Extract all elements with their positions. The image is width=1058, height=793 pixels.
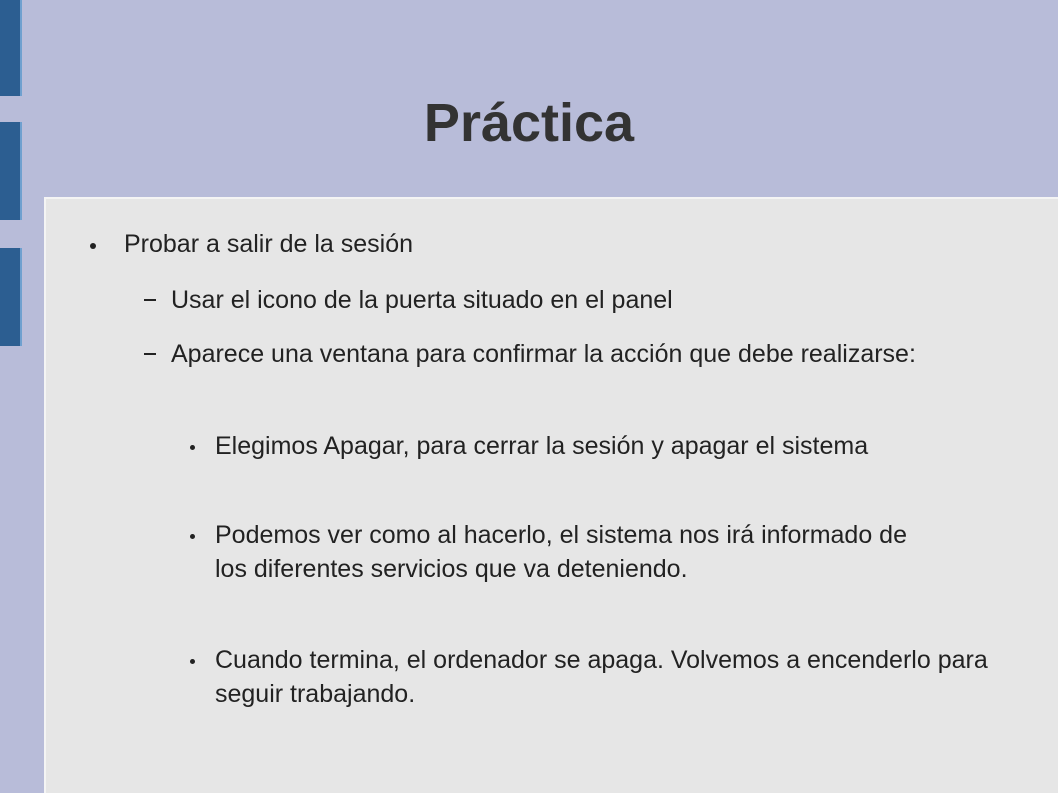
bullet-dash-icon (144, 353, 156, 355)
bullet-level2: Usar el icono de la puerta situado en el panel (171, 286, 673, 314)
bullet-dot-icon (90, 243, 96, 249)
bullet-level3: Podemos ver como al hacerlo, el sistema nos irá informado de los diferentes servicios que va deteniendo. (215, 521, 907, 583)
bullet-dot-icon (190, 659, 195, 664)
bullet-dot-icon (190, 534, 195, 539)
bullet-level3: Elegimos Apagar, para cerrar la sesión y apagar el sistema (215, 432, 869, 460)
bullet-level3: Cuando termina, el ordenador se apaga. Volvemos a encenderlo para seguir trabajando. (215, 646, 988, 708)
decorative-side-bar (0, 248, 22, 346)
bullet-dot-icon (190, 445, 195, 450)
slide-title: Práctica (423, 93, 635, 153)
bullet-level2: Aparece una ventana para confirmar la acción que debe realizarse: (171, 340, 916, 368)
content-box (44, 197, 1058, 793)
decorative-side-bar (0, 0, 22, 96)
bullet-dash-icon (144, 299, 156, 301)
bullet-level1: Probar a salir de la sesión (124, 230, 414, 258)
